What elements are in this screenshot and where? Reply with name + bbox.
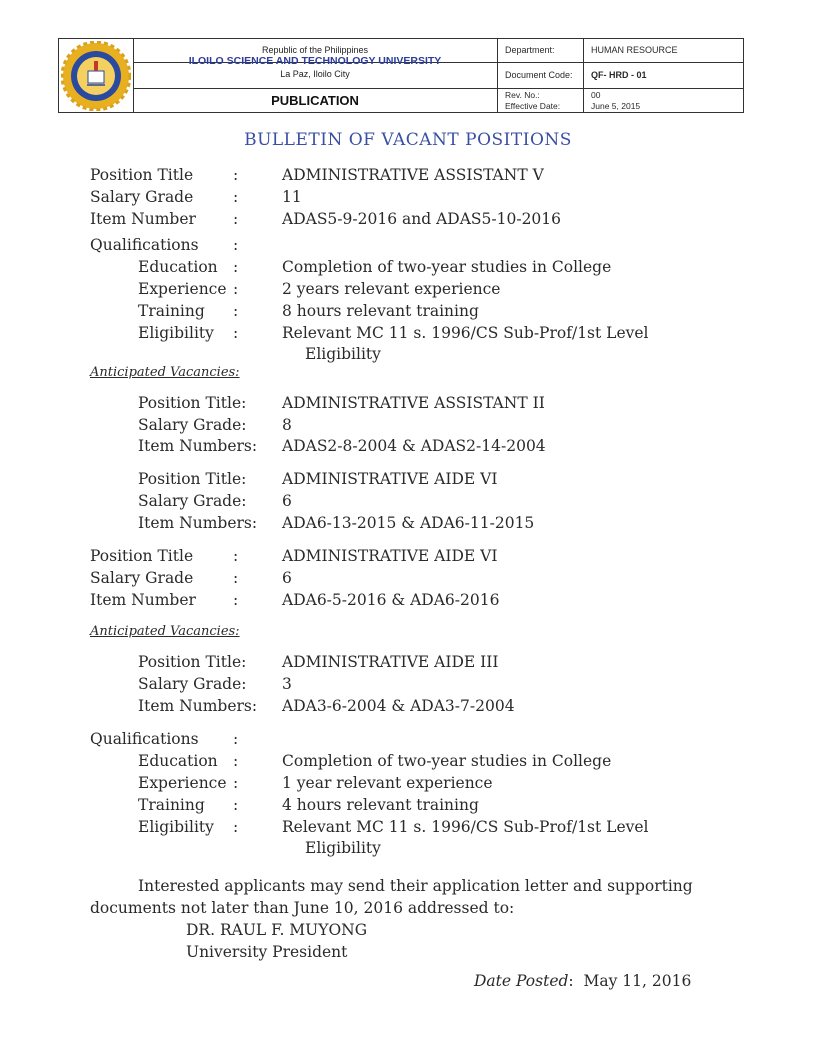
pos2-title-value: ADMINISTRATIVE AIDE VI [282, 547, 498, 565]
date-posted [474, 972, 691, 990]
ant2-sg-label: Salary Grade: [138, 675, 247, 693]
qual1-education-value: Completion of two-year studies in College [282, 258, 612, 276]
qual2-eligibility-label: Eligibility [138, 818, 214, 836]
closing-paragraph-line2: documents not later than June 10, 2016 addressed to: [90, 899, 515, 917]
qual1-education-label: Education [138, 258, 218, 276]
colon: : [233, 166, 239, 184]
closing-paragraph-line1: Interested applicants may send their application letter and supporting [138, 877, 693, 895]
document-code-value: QF- HRD - 01 [591, 70, 647, 80]
anticipated-vacancies-heading-2: Anticipated Vacancies: [90, 624, 240, 639]
ant1-b-item-label: Item Numbers: [138, 514, 258, 532]
qual2-label: Qualifications [90, 730, 199, 748]
anticipated-vacancies-heading: Anticipated Vacancies: [90, 365, 240, 380]
effective-date-value: June 5, 2015 [591, 101, 641, 111]
addressee-name: DR. RAUL F. MUYONG [186, 921, 368, 939]
qual2-eligibility-value-cont: Eligibility [305, 839, 381, 857]
ant1-a-title-label: Position Title: [138, 394, 247, 412]
ant1-b-sg-value: 6 [282, 492, 292, 510]
qual2-experience-value: 1 year relevant experience [282, 774, 493, 792]
colon: : [233, 236, 239, 254]
qual1-training-value: 8 hours relevant training [282, 302, 479, 320]
colon: : [233, 591, 239, 609]
document-type: PUBLICATION [271, 93, 359, 108]
document-code-label: Document Code: [505, 70, 573, 80]
pos2-title-label: Position Title [90, 547, 194, 565]
ant2-item-value: ADA3-6-2004 & ADA3-7-2004 [282, 697, 515, 715]
colon: : [233, 730, 239, 748]
qual1-label: Qualifications [90, 236, 199, 254]
pos1-title-value: ADMINISTRATIVE ASSISTANT V [282, 166, 544, 184]
qual2-eligibility-value: Relevant MC 11 s. 1996/CS Sub-Prof/1st Level [282, 818, 649, 836]
qual2-training-label: Training [138, 796, 205, 814]
ant1-b-item-value: ADA6-13-2015 & ADA6-11-2015 [282, 514, 535, 532]
colon: : [233, 569, 239, 587]
qual1-training-label: Training [138, 302, 205, 320]
department-label: Department: [505, 45, 555, 55]
pos1-item-label: Item Number [90, 210, 196, 228]
colon: : [233, 324, 239, 342]
date-posted-value: May 11, 2016 [583, 972, 692, 990]
colon: : [233, 752, 239, 770]
colon: : [233, 210, 239, 228]
addressee-position: University President [186, 943, 348, 961]
rev-no-label: Rev. No.: [505, 90, 540, 100]
ant1-a-item-label: Item Numbers: [138, 437, 258, 455]
university-name: ILOILO SCIENCE AND TECHNOLOGY UNIVERSITY [188, 55, 442, 67]
pos1-sg-value: 11 [282, 188, 302, 206]
document-header-table [58, 38, 744, 113]
qual1-eligibility-value: Relevant MC 11 s. 1996/CS Sub-Prof/1st Level [282, 324, 649, 342]
ant1-b-sg-label: Salary Grade: [138, 492, 247, 510]
qual1-experience-label: Experience [138, 280, 227, 298]
ant1-a-title-value: ADMINISTRATIVE ASSISTANT II [282, 394, 545, 412]
qual1-eligibility-value-cont: Eligibility [305, 345, 381, 363]
qual2-education-value: Completion of two-year studies in College [282, 752, 612, 770]
date-posted-label: Date Posted [474, 972, 569, 990]
pos2-item-label: Item Number [90, 591, 196, 609]
pos1-sg-label: Salary Grade [90, 188, 194, 206]
qual1-experience-value: 2 years relevant experience [282, 280, 501, 298]
ant2-sg-value: 3 [282, 675, 292, 693]
effective-date-label: Effective Date: [505, 101, 561, 111]
colon: : [233, 280, 239, 298]
colon: : [233, 302, 239, 320]
pos2-item-value: ADA6-5-2016 & ADA6-2016 [282, 591, 500, 609]
date-posted-colon: : [568, 972, 574, 990]
university-location: La Paz, Iloilo City [280, 69, 350, 79]
ant2-title-value: ADMINISTRATIVE AIDE III [282, 653, 499, 671]
ant1-a-sg-label: Salary Grade: [138, 416, 247, 434]
ant1-a-item-value: ADAS2-8-2004 & ADAS2-14-2004 [282, 437, 546, 455]
rev-no-value: 00 [591, 90, 601, 100]
bulletin-title: BULLETIN OF VACANT POSITIONS [244, 130, 572, 150]
pos2-sg-value: 6 [282, 569, 292, 587]
pos2-sg-label: Salary Grade [90, 569, 194, 587]
ant1-a-sg-value: 8 [282, 416, 292, 434]
ant1-b-title-label: Position Title: [138, 470, 247, 488]
colon: : [233, 188, 239, 206]
university-seal-logo [61, 41, 131, 111]
colon: : [233, 547, 239, 565]
qual1-eligibility-label: Eligibility [138, 324, 214, 342]
colon: : [233, 774, 239, 792]
department-value: HUMAN RESOURCE [591, 45, 678, 55]
ant2-item-label: Item Numbers: [138, 697, 258, 715]
colon: : [233, 258, 239, 276]
colon: : [233, 796, 239, 814]
ant1-b-title-value: ADMINISTRATIVE AIDE VI [282, 470, 498, 488]
pos1-item-value: ADAS5-9-2016 and ADAS5-10-2016 [282, 210, 562, 228]
pos1-title-label: Position Title [90, 166, 194, 184]
ant2-title-label: Position Title: [138, 653, 247, 671]
qual2-experience-label: Experience [138, 774, 227, 792]
qual2-education-label: Education [138, 752, 218, 770]
republic-text: Republic of the Philippines [261, 45, 369, 55]
colon: : [233, 818, 239, 836]
qual2-training-value: 4 hours relevant training [282, 796, 479, 814]
